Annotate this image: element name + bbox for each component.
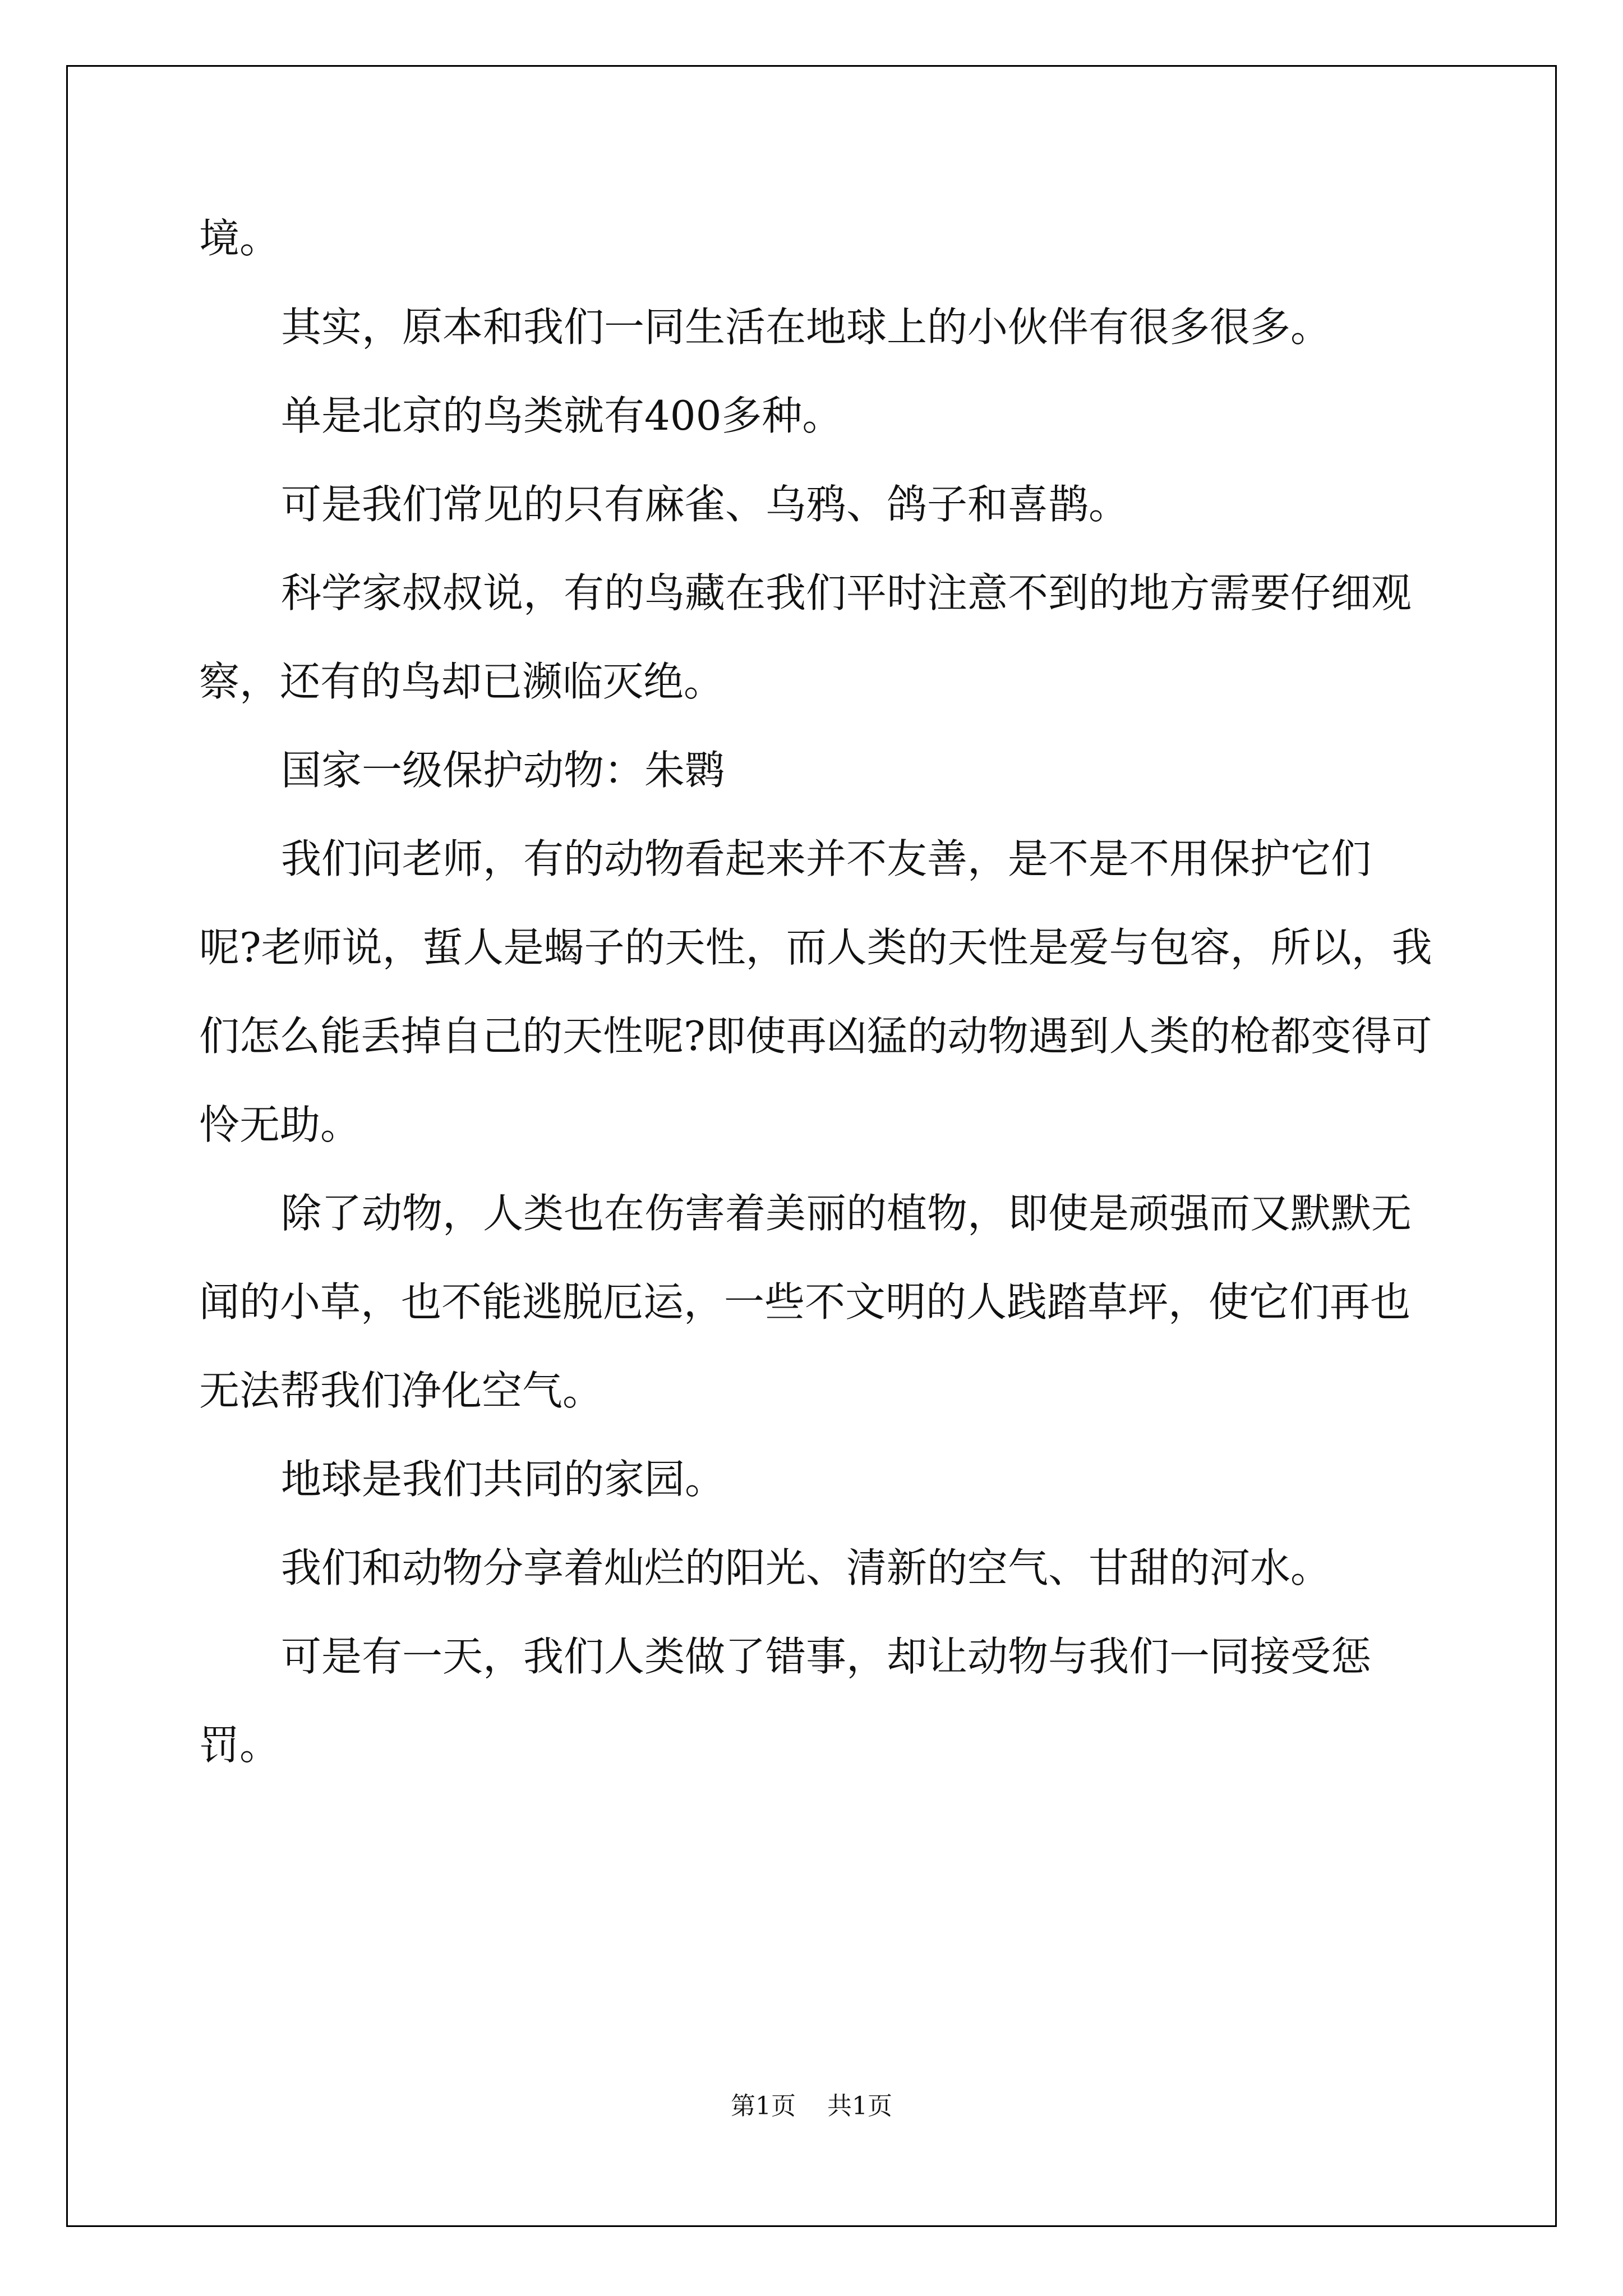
paragraph-11: 可是有一天，我们人类做了错事，却让动物与我们一同接受惩罚。 — [199, 1633, 1372, 1769]
document-body — [199, 194, 1433, 1789]
paragraph-5: 科学家叔叔说，有的鸟藏在我们平时注意不到的地方需要仔细观察，还有的鸟却已濒临灭绝。 — [199, 569, 1412, 705]
paragraph-3: 单是北京的鸟类就有400多种。 — [281, 392, 843, 439]
paragraph-9: 地球是我们共同的家园。 — [281, 1456, 726, 1503]
paragraph-2: 其实，原本和我们一同生活在地球上的小伙伴有很多很多。 — [281, 303, 1331, 351]
page-number-current: 第1页 — [731, 2092, 796, 2120]
paragraph-4: 可是我们常见的只有麻雀、乌鸦、鸽子和喜鹊。 — [281, 481, 1129, 528]
paragraph-8: 除了动物，人类也在伤害着美丽的植物，即使是顽强而又默默无闻的小草，也不能逃脱厄运，一些不文明的人践踏草坪，使它们再也无法帮我们净化空气。 — [199, 1190, 1412, 1414]
paragraph-1: 境。 — [199, 215, 280, 262]
paragraph-7: 我们问老师，有的动物看起来并不友善，是不是不用保护它们呢?老师说，蜇人是蝎子的天性，而人类的天性是爱与包容，所以，我们怎么能丢掉自己的天性呢?即使再凶猛的动物遇到人类的枪都变得可怜无助。 — [199, 835, 1432, 1148]
page-footer — [0, 2086, 1623, 2122]
paragraph-10: 我们和动物分享着灿烂的阳光、清新的空气、甘甜的河水。 — [281, 1544, 1331, 1591]
paragraph-6: 国家一级保护动物：朱鹮 — [281, 747, 726, 794]
page-number-total: 共1页 — [827, 2092, 892, 2120]
